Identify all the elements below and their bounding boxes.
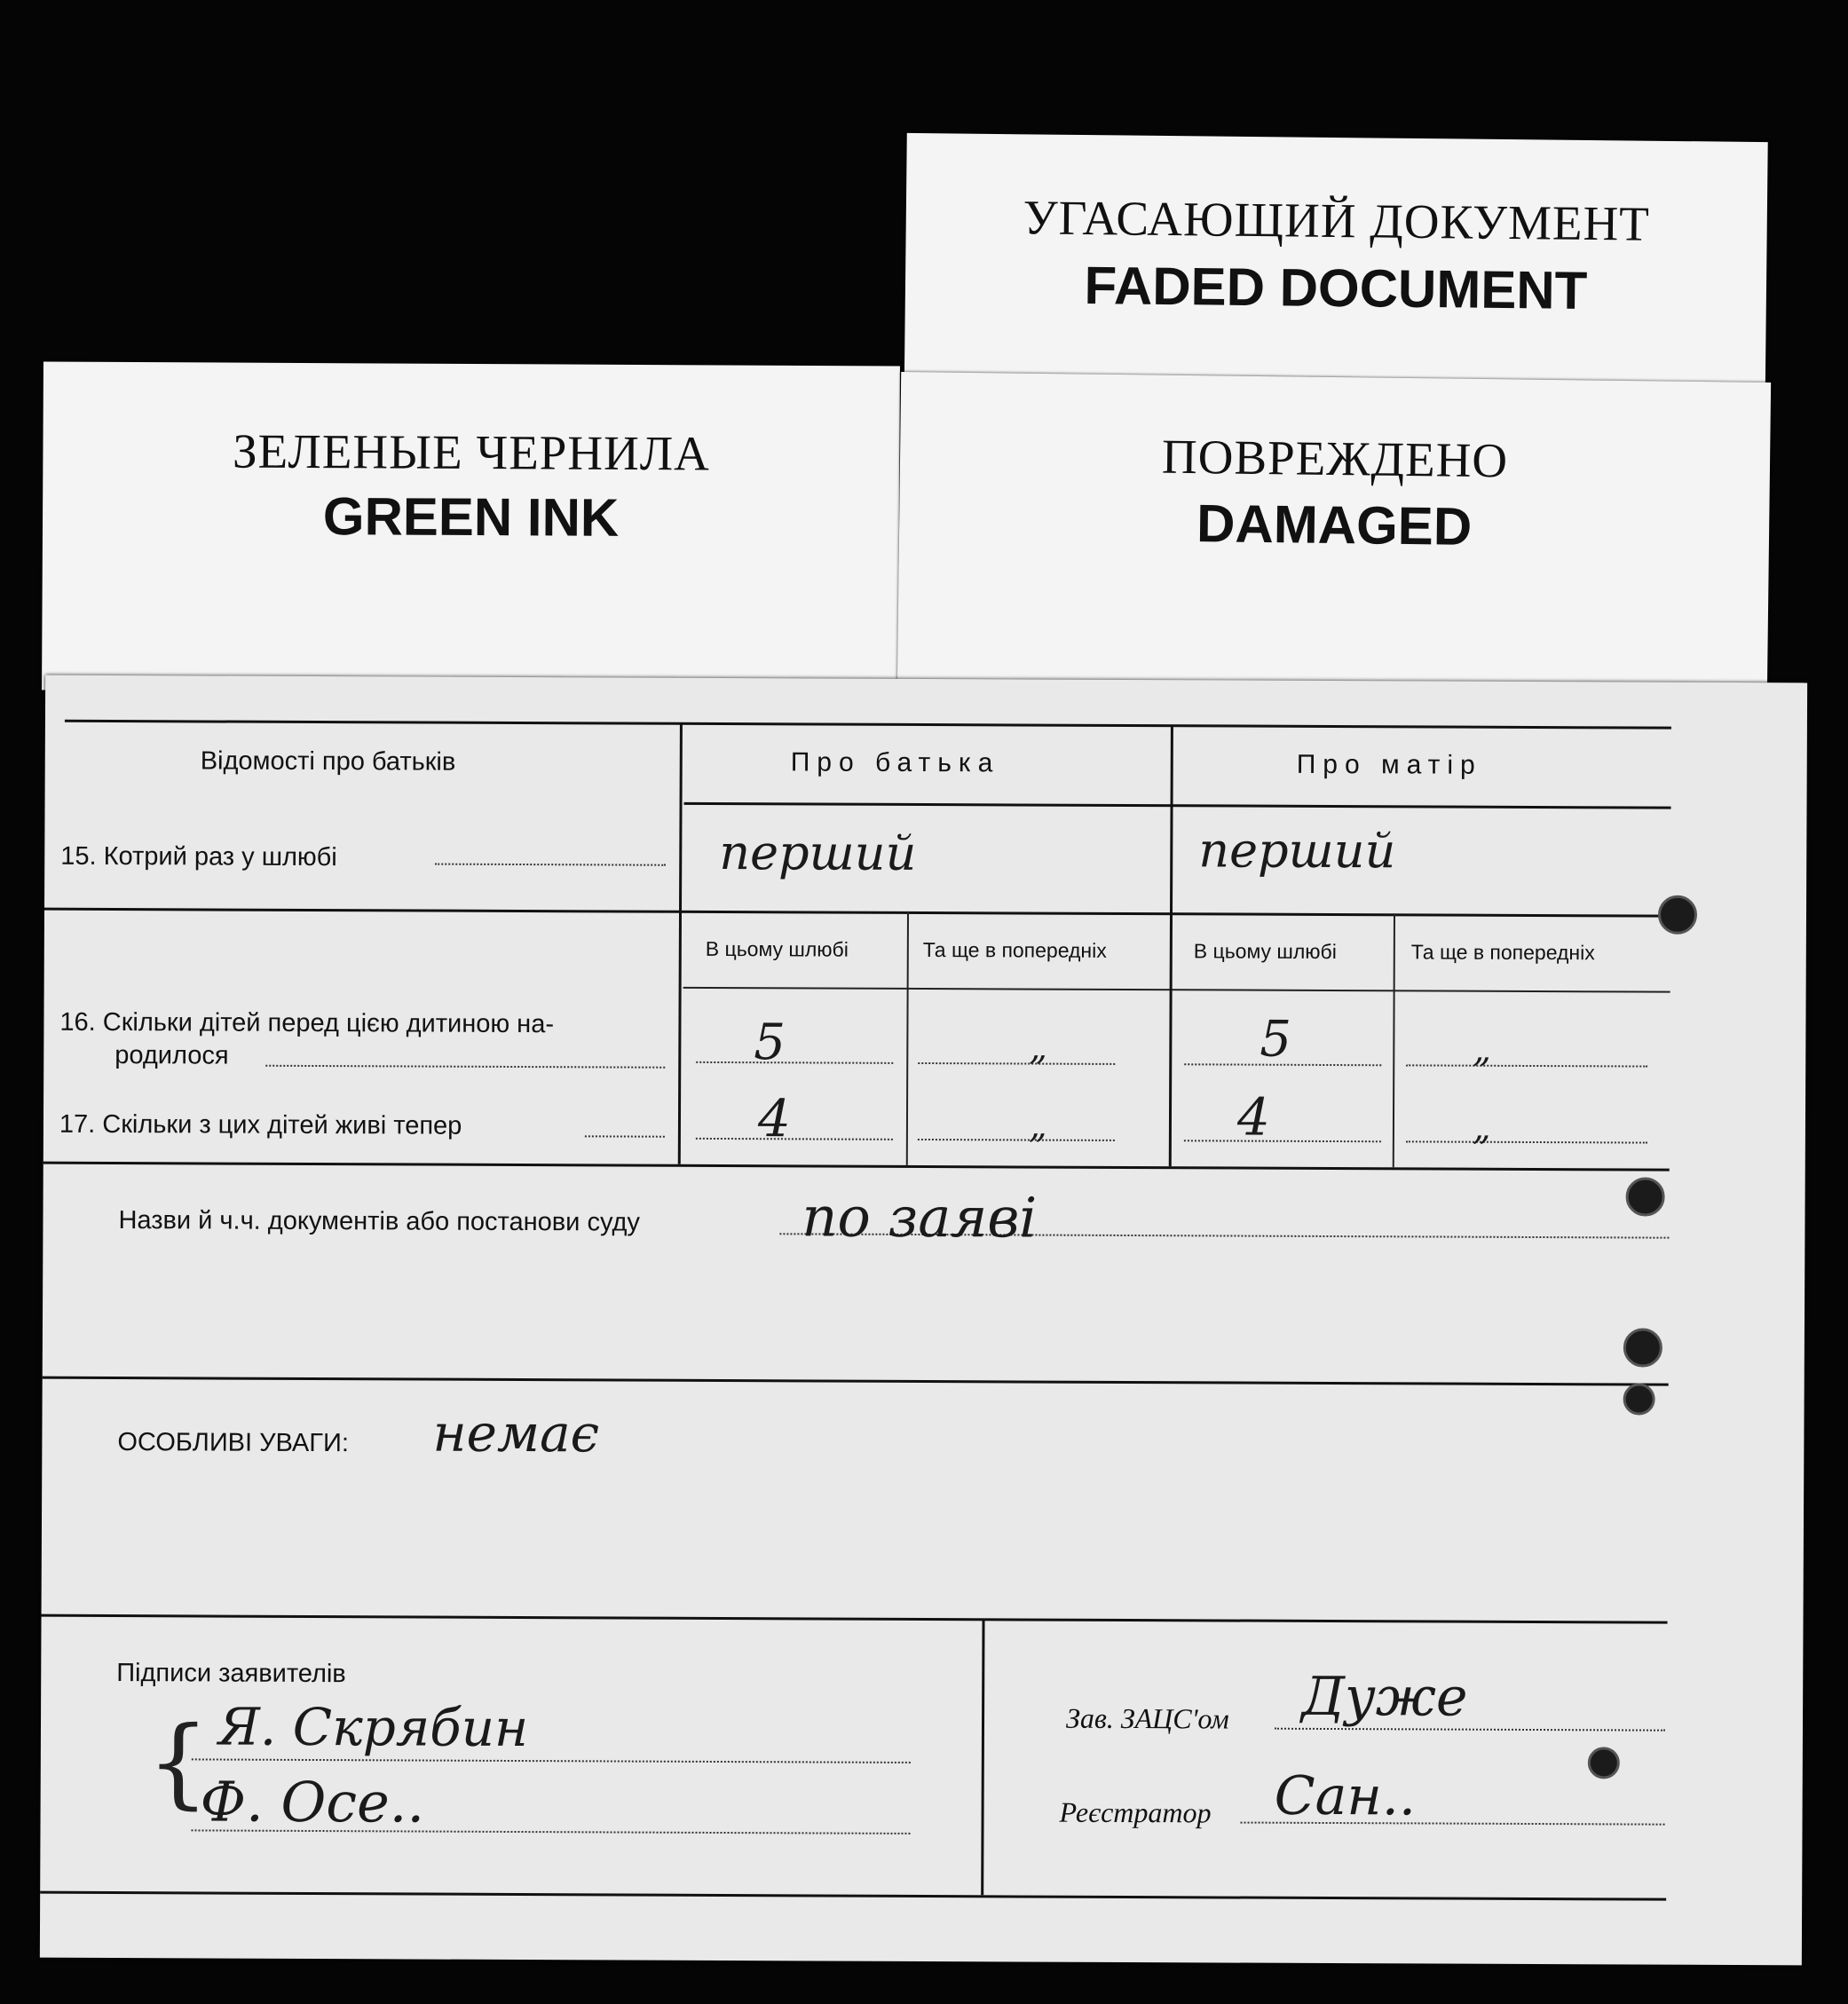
registration-form — [40, 675, 1807, 1966]
notes-bottom-rule — [42, 1614, 1668, 1624]
punch-hole — [1588, 1747, 1620, 1779]
table-bottom-rule — [43, 1162, 1670, 1172]
row15-mother-value: перший — [1198, 822, 1396, 880]
documents-value: по заяві — [802, 1184, 1038, 1251]
father-subcolumn-divider — [906, 911, 909, 1165]
mother-header: Про матір — [1296, 749, 1482, 780]
form-bottom-rule — [40, 1891, 1666, 1901]
father-previous-header: Та ще в попередніх — [922, 937, 1107, 962]
row15-father-value: перший — [719, 824, 917, 881]
row15-leader — [435, 864, 666, 866]
row17-mother-this-line — [1184, 1140, 1381, 1142]
head-zags-signature: Дуже — [1300, 1665, 1468, 1729]
header-bottom-rule — [684, 802, 1671, 809]
registrar-label: Реєстратор — [1059, 1795, 1212, 1829]
green-ink-en: GREEN INK — [322, 486, 620, 548]
subheader-bottom-rule — [683, 987, 1670, 993]
row17-label: 17. Скільки з цих дітей живі тепер — [59, 1109, 462, 1140]
punch-hole — [1626, 1177, 1665, 1216]
applicant1-signature: Я. Скрябин — [217, 1696, 529, 1759]
applicant1-line — [192, 1758, 911, 1763]
green-ink-ru: ЗЕЛЕНЫЕ ЧЕРНИЛА — [232, 423, 710, 481]
father-this-marriage-header: В цьому шлюбі — [705, 936, 849, 961]
row16-father-prev-value: „ — [1029, 1027, 1048, 1069]
faded-document-en: FADED DOCUMENT — [1084, 256, 1588, 320]
damaged-card — [897, 372, 1771, 702]
documents-label: Назви й ч.ч. документів або постанови суду — [118, 1206, 641, 1237]
parents-info-header: Відомості про батьків — [200, 746, 456, 777]
faded-document-ru: УГАСАЮЩИЙ ДОКУМЕНТ — [1023, 190, 1651, 251]
registrar-signature: Сан.. — [1274, 1764, 1417, 1828]
table-top-rule — [65, 720, 1671, 730]
punch-hole — [1623, 1383, 1655, 1415]
row17-leader — [585, 1135, 665, 1137]
punch-hole — [1658, 895, 1697, 935]
row16-mother-prev-line — [1406, 1064, 1647, 1067]
row16-father-prev-line — [918, 1062, 1115, 1065]
mother-subcolumn-divider — [1393, 913, 1395, 1167]
row17-father-prev-line — [918, 1139, 1115, 1141]
row17-father-this-line — [696, 1138, 893, 1140]
row16-mother-prev-value: „ — [1473, 1029, 1492, 1070]
mother-previous-header: Та ще в попередніх — [1410, 940, 1595, 965]
parents-column-divider — [1169, 726, 1173, 1166]
notes-value: немає — [432, 1402, 600, 1464]
row16-father-this-value: 5 — [754, 1014, 786, 1072]
row17-mother-this-value: 4 — [1236, 1086, 1271, 1148]
signature-divider — [981, 1620, 984, 1895]
damaged-en: DAMAGED — [1196, 493, 1473, 556]
row17-father-this-value: 4 — [757, 1088, 792, 1149]
punch-hole — [1623, 1328, 1662, 1367]
father-header: Про батька — [790, 747, 1000, 778]
row15-label: 15. Котрий раз у шлюбі — [60, 841, 337, 872]
mother-this-marriage-header: В цьому шлюбі — [1193, 939, 1337, 964]
applicants-brace: { — [146, 1705, 210, 1819]
row16-label-line1: 16. Скільки дітей перед цією дитиною на- — [59, 1007, 555, 1039]
notes-label: ОСОБЛИВІ УВАГИ: — [117, 1428, 350, 1458]
row16-leader — [265, 1065, 665, 1069]
applicant2-signature: Ф. Осе.. — [200, 1769, 425, 1835]
row16-mother-this-value: 5 — [1260, 1010, 1292, 1069]
damaged-ru: ПОВРЕЖДЕНО — [1161, 429, 1509, 488]
documents-bottom-rule — [43, 1377, 1669, 1386]
row16-father-this-line — [696, 1061, 893, 1064]
row17-father-prev-value: „ — [1028, 1105, 1047, 1147]
row15-bottom-rule — [44, 908, 1670, 918]
applicants-signatures-label: Підписи заявителів — [116, 1659, 346, 1689]
row17-mother-prev-line — [1406, 1140, 1647, 1143]
head-zags-label: Зав. ЗАЦС'ом — [1065, 1701, 1229, 1735]
row17-mother-prev-value: „ — [1472, 1107, 1491, 1148]
head-zags-line — [1275, 1728, 1665, 1732]
green-ink-card — [42, 361, 900, 694]
row16-label-line2: родилося — [115, 1041, 229, 1070]
label-column-divider — [678, 724, 683, 1164]
